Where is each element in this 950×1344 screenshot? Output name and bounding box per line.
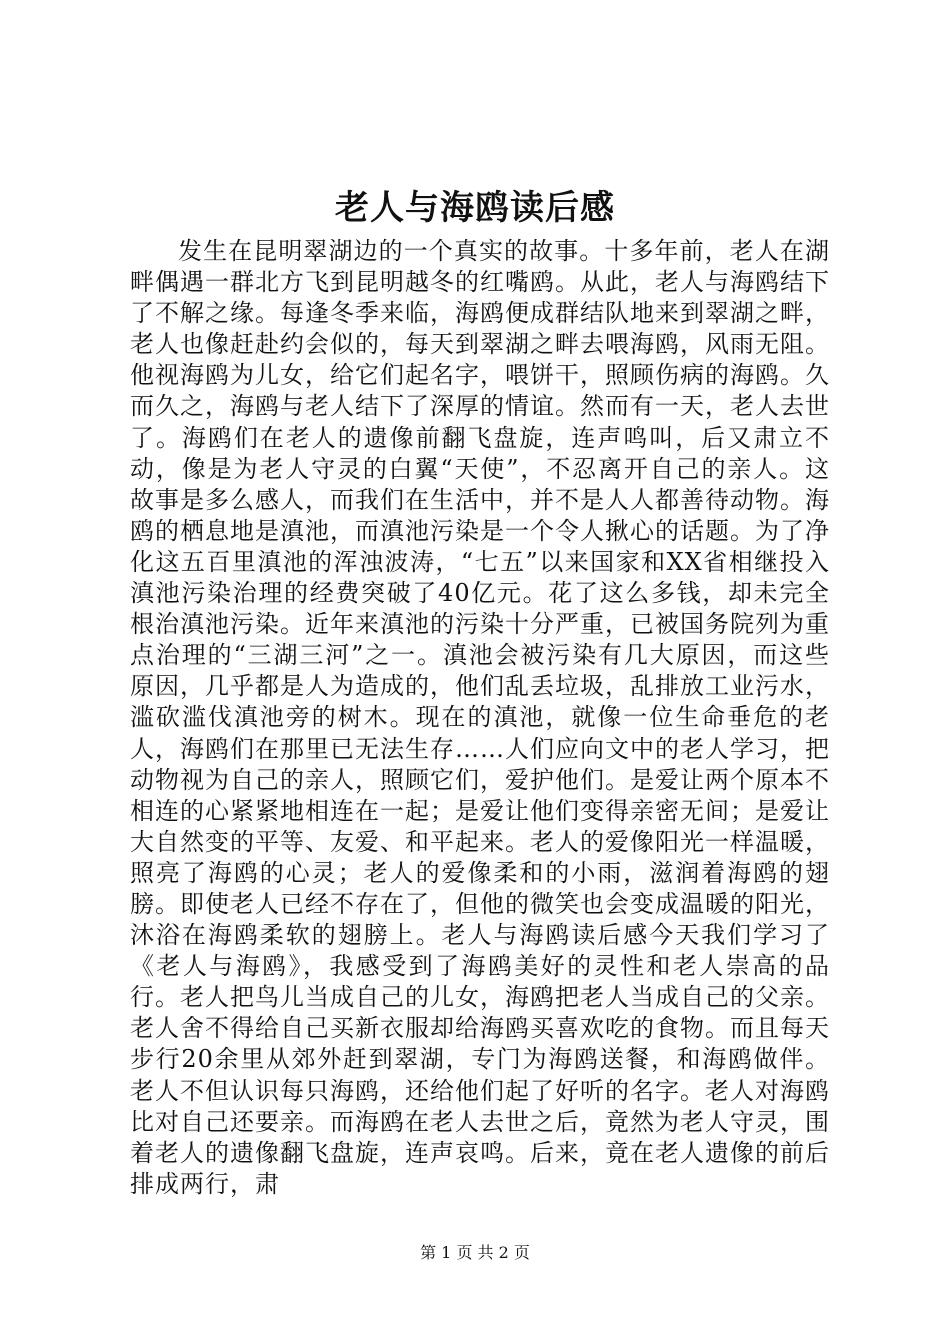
page-footer: 第 1 页 共 2 页 [420,1243,530,1262]
body-paragraph: 发生在昆明翠湖边的一个真实的故事。十多年前，老人在湖畔偶遇一群北方飞到昆明越冬的红嘴鸥。从此，老人与海鸥结下了不解之缘。每逢冬季来临，海鸥便成群结队地来到翠湖之畔，老人也像赶赴约会似的，每天到翠湖之畔去喂海鸥，风雨无阻。他视海鸥为儿女，给它们起名字，喂饼干，照顾伤病的海鸥。久而久之，海鸥与老人结下了深厚的情谊。然而有一天，老人去世了。海鸥们在老人的遗像前翻飞盘旋，连声鸣叫，后又肃立不动，像是为老人守灵的白翼“天使”，不忍离开自己的亲人。这故事是多么感人，而我们在生活中，并不是人人都善待动物。海鸥的栖息地是滇池，而滇池污染是一个令人揪心的话题。为了净化这五百里滇池的浑浊波涛，“七五”以来国家和XX省相继投入滇池污染治理的经费突破了40亿元。花了这么多钱，却未完全根治滇池污染。近年来滇池的污染十分严重，已被国务院列为重点治理的“三湖三河”之一。滇池会被污染有几大原因，而这些原因，几乎都是人为造成的，他们乱丢垃圾，乱排放工业污水，滥砍滥伐滇池旁的树木。现在的滇池，就像一位生命垂危的老人，海鸥们在那里已无法生存……人们应向文中的老人学习，把动物视为自己的亲人，照顾它们，爱护他们。是爱让两个原本不相连的心紧紧地相连在一起；是爱让他们变得亲密无间；是爱让大自然变的平等、友爱、和平起来。老人的爱像阳光一样温暖，照亮了海鸥的心灵；老人的爱像柔和的小雨，滋润着海鸥的翅膀。即使老人已经不存在了，但他的微笑也会变成温暖的阳光，沐浴在海鸥柔软的翅膀上。老人与海鸥读后感今天我们学习了《老人与海鸥》，我感受到了海鸥美好的灵性和老人崇高的品行。老人把鸟儿当成自己的儿女，海鸥把老人当成自己的父亲。老人舍不得给自己买新衣服却给海鸥买喜欢吃的食物。而且每天步行20余里从郊外赶到翠湖，专门为海鸥送餐，和海鸥做伴。老人不但认识每只海鸥，还给他们起了好听的名字。老人对海鸥比对自己还要亲。而海鸥在老人去世之后，竟然为老人守灵，围着老人的遗像翻飞盘旋，连声哀鸣。后来，竟在老人遗像的前后排成两行，肃 [130,237,830,1198]
page-title: 老人与海鸥读后感 [335,188,615,228]
